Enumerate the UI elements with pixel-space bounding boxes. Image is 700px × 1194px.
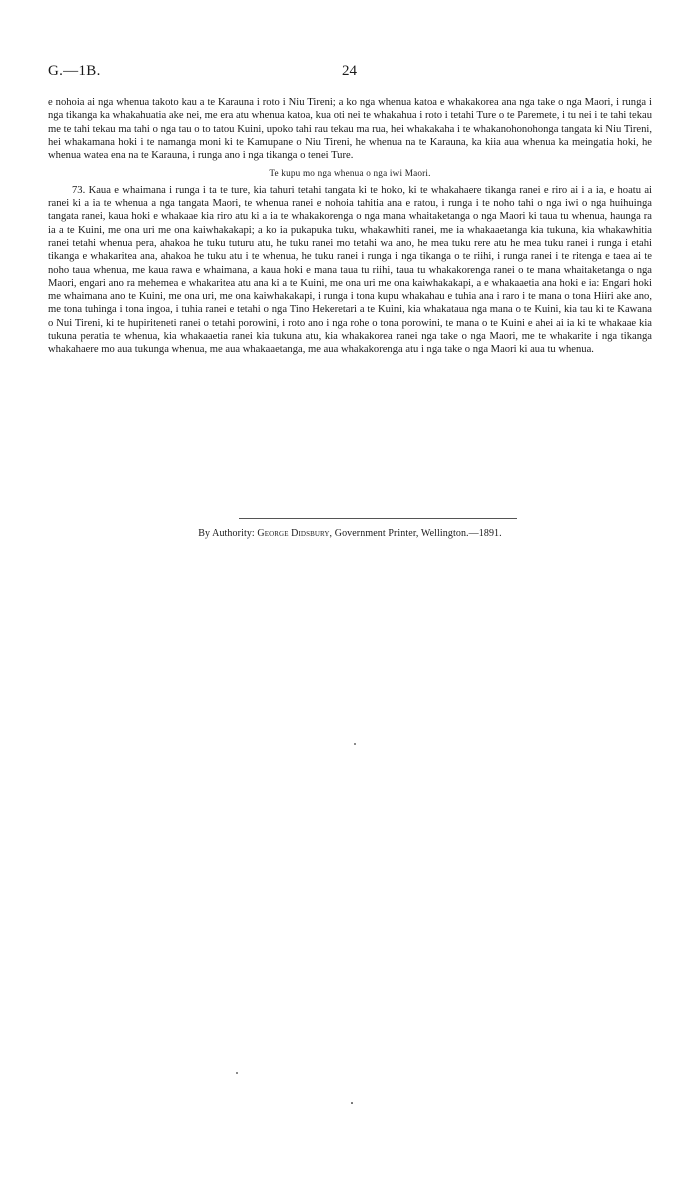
continuation-paragraph: e nohoia ai nga whenua takoto kau a te Karauna i roto i Niu Tireni; a ko nga whenua katoa e whakakorea ana nga take o nga Maori, i runga i nga tikanga ka whakahuatia ake nei, me era atu whenua katoa, kua oti nei te whakahua i roto i tetahi Ture o te Paremete, i tu nei i te tahi tekau me te tahi tekau ma tahi o nga tau o to tatou Kuini, upoko tahi rau tekau ma rua, hei whakakaha i te whakanohonohonga tangata ki Niu Tireni, hei whakamana hoki i te namanga moni ki te Kamupane o Niu Tireni, he whenua na te Karauna, ka kiia aua whenua ka meingatia hoki, he whenua watea ena na te Karauna, i runga ano i nga tikanga o tenei Ture.: [48, 97, 652, 162]
document-body: [48, 96, 652, 357]
section-73-paragraph: 73. Kaua e whaimana i runga i ta te ture, kia tahuri tetahi tangata ki te hoko, ki te whakahaere tikanga ranei e riro ai i a ia, e hoatu ai ranei ki a ia te whenua a nga tangata Maori, te whenua ranei e nohoia tahitia ana e ratou, i runga i te noho tahi o nga iwi o nga huihuinga tangata ranei, kaua hoki e whakaae kia riro atu ki a ia te whakakorenga o nga mana whaitaketanga o nga Maori ki taua tu whenua, haunga ra ia a te Kuini, me ona uri me ona kaiwhakakapi; a ko ia pukapuka tuku, whakawhiti ranei, me ia whakaaetanga kia tukuna, kia whakawhitia ranei tetahi whenua pera, ahakoa he tuku tuturu atu, he tuku ranei mo tetahi wa ano, he mea tuku rere atu he mea tuku ranei i runga i etahi tikanga e whakaritea ana, ahakoa he tuku atu i te whenua, he tuku ranei i runga i nga tikanga o te riihi, i runga ranei i te ritenga e taea ai te noho taua whenua, me kaua rawa e whaimana, a kaua hoki e mana taua tu riihi, taua tu whakakorenga ranei o te mana whaitaketanga o nga Maori, engari ano ra mehemea e whakaritea atu ana ki a te Kuini, me ona uri me ona kaiwhakakapi, a e whakaaetia ana hoki e ia: Engari hoki me whaimana ano te Kuini, me ona uri, me ona kaiwhakakapi, i runga i tona kupu whakahau e tuhia ana i raro i te mana o tona Hiiri ake ano, me tona tuhinga i tona ingoa, i tuhia ranei e tetahi o nga Tino Hekeretari a te Kuini, kia whakataua nga mana o te Kuini, kia tau ki te Kawana o Nui Tireni, ki te hupiriteneti ranei o tetahi porowini, i roto ano i nga rohe o tona porowini, te mana o te Kuini e ahei ai ia ki te whakaae kia tukuna peratia te whenua, kia whakaaetia ranei kia tukuna atu, kia whakakorea ranei nga take o nga Maori, me te whakarite i nga tikanga whakahaere mo aua tukunga whenua, me aua whakaaetanga, me aua whakakorenga atu i nga take o nga Maori ki aua tu whenua.: [48, 184, 652, 356]
document-reference: G.—1B.: [48, 63, 101, 79]
printer-imprint: [0, 528, 700, 539]
scan-speck: [351, 1102, 353, 1104]
page-header: [48, 63, 652, 83]
section-heading: Te kupu mo nga whenua o nga iwi Maori.: [269, 168, 431, 179]
scan-speck: [354, 743, 356, 745]
imprint-suffix: , Government Printer, Wellington.—1891.: [329, 528, 502, 539]
scan-speck: [236, 1072, 238, 1074]
page-number: 24: [342, 63, 357, 79]
footer-rule: [239, 518, 517, 519]
printer-name: George Didsbury: [257, 528, 330, 539]
imprint-prefix: By Authority:: [198, 528, 255, 539]
